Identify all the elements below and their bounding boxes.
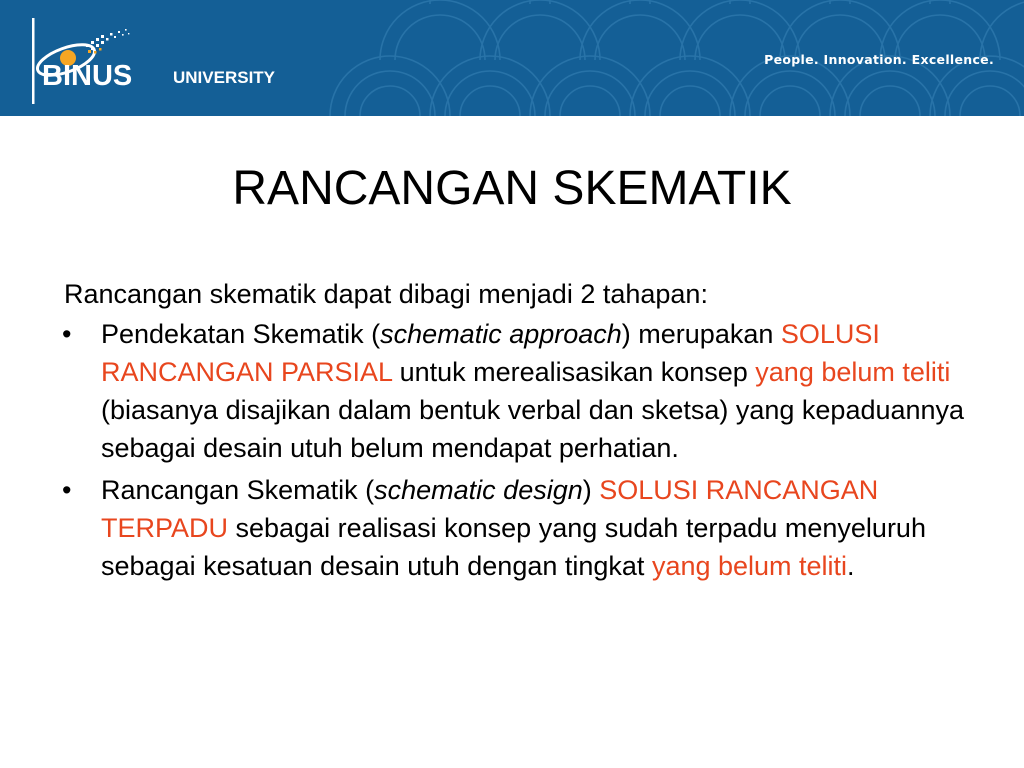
bullet-text-plain: ) bbox=[582, 475, 600, 505]
bullet-text-plain: Pendekatan Skematik ( bbox=[101, 319, 381, 349]
header-banner bbox=[0, 0, 1024, 116]
slide-body bbox=[64, 275, 984, 589]
bullet-text-plain: untuk merealisasikan konsep bbox=[392, 357, 756, 387]
list-item bbox=[64, 471, 984, 585]
bullet-dot: • bbox=[62, 475, 72, 505]
header-tagline: People. Innovation. Excellence. bbox=[764, 52, 994, 67]
bullet-text-plain: . bbox=[847, 551, 855, 581]
bullet-text-highlight: yang belum teliti bbox=[755, 357, 951, 387]
bullet-text-highlight: SOLUSI RANCANGAN TERPADU bbox=[101, 475, 879, 543]
intro-text: Rancangan skematik dapat dibagi menjadi 2 tahapan: bbox=[64, 279, 708, 309]
bullet-text-plain: sebagai realisasi konsep yang sudah terpadu menyeluruh sebagai kesatuan desain utuh dengan tingkat bbox=[101, 513, 926, 581]
bullet-text-plain: ) merupakan bbox=[621, 319, 781, 349]
bullet-text-italic: schematic design bbox=[374, 475, 583, 505]
slide-title: RANCANGAN SKEMATIK bbox=[232, 162, 792, 215]
bullet-text-highlight: yang belum teliti bbox=[651, 551, 848, 581]
bullet-dot: • bbox=[62, 319, 72, 349]
list-item bbox=[64, 315, 984, 467]
bullet-text-highlight: SOLUSI RANCANGAN PARSIAL bbox=[101, 319, 880, 387]
bullet-text-plain: Rancangan Skematik ( bbox=[101, 475, 375, 505]
bullet-list bbox=[64, 315, 984, 585]
logo-suffix-text: UNIVERSITY bbox=[173, 68, 276, 87]
logo-brand-text: BINUS bbox=[42, 60, 133, 92]
bullet-text-plain: (biasanya disajikan dalam bentuk verbal dan sketsa) yang kepaduannya sebagai desain utuh belum mendapat perhatian. bbox=[101, 395, 965, 463]
bullet-text-italic: schematic approach bbox=[380, 319, 622, 349]
